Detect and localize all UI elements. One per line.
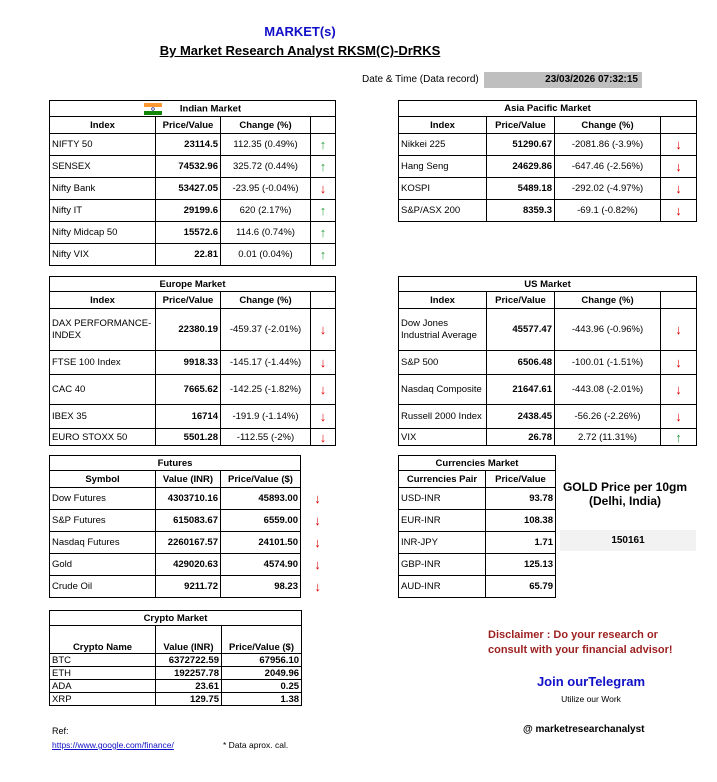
arrow-up-icon: ↑: [311, 244, 336, 266]
usd-value-cell: 2049.96: [222, 667, 302, 680]
asia-market-caption: Asia Pacific Market: [399, 101, 697, 117]
table-row: [50, 488, 335, 510]
index-name-cell: VIX: [399, 429, 487, 446]
inr-value-cell: 4303710.16: [156, 488, 221, 510]
arrow-down-icon: ↓: [314, 535, 321, 550]
currencies-table: [398, 455, 556, 598]
arrow-down-icon: ↓: [314, 491, 321, 506]
change-cell: -56.26 (-2.26%): [555, 405, 661, 429]
col-header-price: Price/Value: [486, 471, 556, 488]
price-cell: 45577.47: [487, 309, 555, 351]
crypto-table: [49, 610, 302, 706]
symbol-cell: Gold: [50, 554, 156, 576]
index-name-cell: FTSE 100 Index: [50, 351, 156, 375]
price-cell: 5501.28: [156, 429, 221, 446]
index-name-cell: Nifty IT: [50, 200, 156, 222]
col-header-index: Index: [399, 292, 487, 309]
price-cell: 6506.48: [487, 351, 555, 375]
usd-value-cell: 45893.00: [221, 488, 301, 510]
inr-value-cell: 429020.63: [156, 554, 221, 576]
table-row: [50, 178, 336, 200]
indian-market-table: [49, 100, 336, 266]
table-row: [399, 200, 697, 222]
price-cell: 108.38: [486, 510, 556, 532]
index-name-cell: CAC 40: [50, 375, 156, 405]
table-row: [399, 134, 697, 156]
col-header-price: Price/Value: [487, 117, 555, 134]
table-row: [399, 351, 697, 375]
index-name-cell: IBEX 35: [50, 405, 156, 429]
change-cell: 114.6 (0.74%): [221, 222, 311, 244]
inr-value-cell: 615083.67: [156, 510, 221, 532]
change-cell: -23.95 (-0.04%): [221, 178, 311, 200]
table-row: [399, 510, 556, 532]
gold-price-value: 150161: [560, 530, 696, 551]
inr-value-cell: 9211.72: [156, 576, 221, 598]
table-row: [50, 244, 336, 266]
index-name-cell: Nikkei 225: [399, 134, 487, 156]
indian-market-caption: Indian Market: [50, 101, 336, 117]
price-cell: 93.78: [486, 488, 556, 510]
telegram-link[interactable]: Join ourTelegram: [536, 674, 646, 689]
change-cell: 0.01 (0.04%): [221, 244, 311, 266]
table-row: [50, 554, 335, 576]
usd-value-cell: 67956.10: [222, 654, 302, 667]
table-row: [50, 693, 302, 706]
table-row: [50, 510, 335, 532]
index-name-cell: Dow Jones Industrial Average: [399, 309, 487, 351]
table-row: [399, 532, 556, 554]
arrow-up-icon: ↑: [311, 200, 336, 222]
index-name-cell: S&P/ASX 200: [399, 200, 487, 222]
inr-value-cell: 2260167.57: [156, 532, 221, 554]
usd-value-cell: 1.38: [222, 693, 302, 706]
crypto-caption: Crypto Market: [50, 611, 302, 626]
index-name-cell: EURO STOXX 50: [50, 429, 156, 446]
currency-pair-cell: AUD-INR: [399, 576, 486, 598]
arrow-up-icon: ↑: [661, 429, 697, 446]
social-handle: @ marketresearchanalyst: [523, 724, 645, 735]
arrow-down-icon: ↓: [311, 405, 336, 429]
page-subtitle: By Market Research Analyst RKSM(C)-DrRKS: [159, 43, 441, 58]
price-cell: 15572.6: [156, 222, 221, 244]
utilize-text: Utilize our Work: [561, 694, 621, 704]
table-row: [50, 654, 302, 667]
col-header-change: Change (%): [555, 117, 661, 134]
crypto-name-cell: ADA: [50, 680, 156, 693]
crypto-name-cell: XRP: [50, 693, 156, 706]
arrow-down-icon: ↓: [311, 309, 336, 351]
price-cell: 26.78: [487, 429, 555, 446]
arrow-down-icon: ↓: [314, 579, 321, 594]
futures-caption: Futures: [50, 456, 301, 471]
usd-value-cell: 24101.50: [221, 532, 301, 554]
currency-pair-cell: EUR-INR: [399, 510, 486, 532]
futures-table: [49, 455, 335, 598]
change-cell: -443.96 (-0.96%): [555, 309, 661, 351]
arrow-down-icon: ↓: [311, 375, 336, 405]
price-cell: 7665.62: [156, 375, 221, 405]
change-cell: -69.1 (-0.82%): [555, 200, 661, 222]
table-row: [50, 351, 336, 375]
arrow-down-icon: ↓: [314, 557, 321, 572]
price-cell: 21647.61: [487, 375, 555, 405]
price-cell: 22380.19: [156, 309, 221, 351]
table-row: [50, 405, 336, 429]
change-cell: -100.01 (-1.51%): [555, 351, 661, 375]
arrow-down-icon: ↓: [661, 178, 697, 200]
price-cell: 23114.5: [156, 134, 221, 156]
col-header-symbol: Symbol: [50, 471, 156, 488]
index-name-cell: Nifty Midcap 50: [50, 222, 156, 244]
change-cell: 2.72 (11.31%): [555, 429, 661, 446]
usd-value-cell: 6559.00: [221, 510, 301, 532]
change-cell: -647.46 (-2.56%): [555, 156, 661, 178]
col-header-change: Change (%): [221, 117, 311, 134]
us-market-table: [398, 276, 697, 446]
europe-market-caption: Europe Market: [50, 277, 336, 292]
index-name-cell: Hang Seng: [399, 156, 487, 178]
symbol-cell: Nasdaq Futures: [50, 532, 156, 554]
col-header-price: Price/Value: [487, 292, 555, 309]
change-cell: -2081.86 (-3.9%): [555, 134, 661, 156]
col-header-usd: Price/Value ($): [221, 471, 301, 488]
price-cell: 5489.18: [487, 178, 555, 200]
ref-link[interactable]: https://www.google.com/finance/: [52, 740, 174, 750]
us-market-caption: US Market: [399, 277, 697, 292]
usd-value-cell: 98.23: [221, 576, 301, 598]
table-row: [399, 576, 556, 598]
table-row: [50, 667, 302, 680]
datetime-label: Date & Time (Data record): [362, 74, 479, 85]
price-cell: 53427.05: [156, 178, 221, 200]
price-cell: 2438.45: [487, 405, 555, 429]
inr-value-cell: 6372722.59: [156, 654, 222, 667]
table-row: [399, 309, 697, 351]
price-cell: 24629.86: [487, 156, 555, 178]
price-cell: 1.71: [486, 532, 556, 554]
change-cell: -292.02 (-4.97%): [555, 178, 661, 200]
price-cell: 125.13: [486, 554, 556, 576]
symbol-cell: Dow Futures: [50, 488, 156, 510]
table-row: [50, 532, 335, 554]
inr-value-cell: 23.61: [156, 680, 222, 693]
symbol-cell: S&P Futures: [50, 510, 156, 532]
price-cell: 16714: [156, 405, 221, 429]
index-name-cell: Nasdaq Composite: [399, 375, 487, 405]
table-row: [399, 554, 556, 576]
arrow-down-icon: ↓: [661, 134, 697, 156]
index-name-cell: Nifty VIX: [50, 244, 156, 266]
arrow-down-icon: ↓: [311, 351, 336, 375]
change-cell: 112.35 (0.49%): [221, 134, 311, 156]
approx-note: * Data aprox. cal.: [223, 740, 289, 750]
inr-value-cell: 192257.78: [156, 667, 222, 680]
change-cell: 620 (2.17%): [221, 200, 311, 222]
table-row: [399, 375, 697, 405]
disclaimer-text: Disclaimer : Do your research or consult with your financial advisor!: [488, 629, 673, 656]
inr-value-cell: 129.75: [156, 693, 222, 706]
arrow-down-icon: ↓: [661, 309, 697, 351]
index-name-cell: S&P 500: [399, 351, 487, 375]
arrow-down-icon: ↓: [314, 513, 321, 528]
table-row: [50, 429, 336, 446]
index-name-cell: Nifty Bank: [50, 178, 156, 200]
table-row: [399, 156, 697, 178]
table-row: [399, 178, 697, 200]
currency-pair-cell: USD-INR: [399, 488, 486, 510]
symbol-cell: Crude Oil: [50, 576, 156, 598]
index-name-cell: DAX PERFORMANCE-INDEX: [50, 309, 156, 351]
col-header-index: Index: [50, 292, 156, 309]
crypto-name-cell: BTC: [50, 654, 156, 667]
datetime-value: 23/03/2026 07:32:15: [484, 72, 642, 88]
table-row: [50, 134, 336, 156]
arrow-up-icon: ↑: [311, 156, 336, 178]
table-row: [50, 222, 336, 244]
change-cell: -112.55 (-2%): [221, 429, 311, 446]
arrow-down-icon: ↓: [661, 156, 697, 178]
asia-market-table: [398, 100, 697, 222]
index-name-cell: Russell 2000 Index: [399, 405, 487, 429]
change-cell: -145.17 (-1.44%): [221, 351, 311, 375]
price-cell: 65.79: [486, 576, 556, 598]
index-name-cell: KOSPI: [399, 178, 487, 200]
col-header-crypto-name: Crypto Name: [50, 626, 156, 654]
table-row: [399, 429, 697, 446]
ref-label: Ref:: [52, 726, 69, 736]
crypto-name-cell: ETH: [50, 667, 156, 680]
currency-pair-cell: GBP-INR: [399, 554, 486, 576]
table-row: [50, 576, 335, 598]
change-cell: -459.37 (-2.01%): [221, 309, 311, 351]
change-cell: 325.72 (0.44%): [221, 156, 311, 178]
change-cell: -191.9 (-1.14%): [221, 405, 311, 429]
arrow-up-icon: ↑: [311, 134, 336, 156]
col-header-index: Index: [50, 117, 156, 134]
index-name-cell: NIFTY 50: [50, 134, 156, 156]
arrow-down-icon: ↓: [661, 351, 697, 375]
table-row: [50, 309, 336, 351]
col-header-inr: Value (INR): [156, 471, 221, 488]
arrow-down-icon: ↓: [311, 429, 336, 446]
table-row: [50, 200, 336, 222]
arrow-down-icon: ↓: [661, 375, 697, 405]
table-row: [50, 680, 302, 693]
table-row: [399, 488, 556, 510]
currencies-caption: Currencies Market: [399, 456, 556, 471]
price-cell: 74532.96: [156, 156, 221, 178]
arrow-down-icon: ↓: [661, 200, 697, 222]
gold-price-title: GOLD Price per 10gm (Delhi, India): [562, 480, 688, 508]
price-cell: 29199.6: [156, 200, 221, 222]
col-header-price: Price/Value: [156, 117, 221, 134]
currency-pair-cell: INR-JPY: [399, 532, 486, 554]
table-row: [399, 405, 697, 429]
col-header-pair: Currencies Pair: [399, 471, 486, 488]
col-header-change: Change (%): [221, 292, 311, 309]
europe-market-table: [49, 276, 336, 446]
col-header-change: Change (%): [555, 292, 661, 309]
table-row: [50, 375, 336, 405]
col-header-inr: Value (INR): [156, 626, 222, 654]
change-cell: -443.08 (-2.01%): [555, 375, 661, 405]
price-cell: 22.81: [156, 244, 221, 266]
usd-value-cell: 4574.90: [221, 554, 301, 576]
india-flag-icon: [144, 103, 162, 115]
price-cell: 8359.3: [487, 200, 555, 222]
change-cell: -142.25 (-1.82%): [221, 375, 311, 405]
page-title: MARKET(s): [264, 24, 336, 39]
col-header-index: Index: [399, 117, 487, 134]
usd-value-cell: 0.25: [222, 680, 302, 693]
price-cell: 9918.33: [156, 351, 221, 375]
price-cell: 51290.67: [487, 134, 555, 156]
arrow-down-icon: ↓: [311, 178, 336, 200]
arrow-down-icon: ↓: [661, 405, 697, 429]
col-header-usd: Price/Value ($): [222, 626, 302, 654]
arrow-up-icon: ↑: [311, 222, 336, 244]
table-row: [50, 156, 336, 178]
col-header-price: Price/Value: [156, 292, 221, 309]
index-name-cell: SENSEX: [50, 156, 156, 178]
